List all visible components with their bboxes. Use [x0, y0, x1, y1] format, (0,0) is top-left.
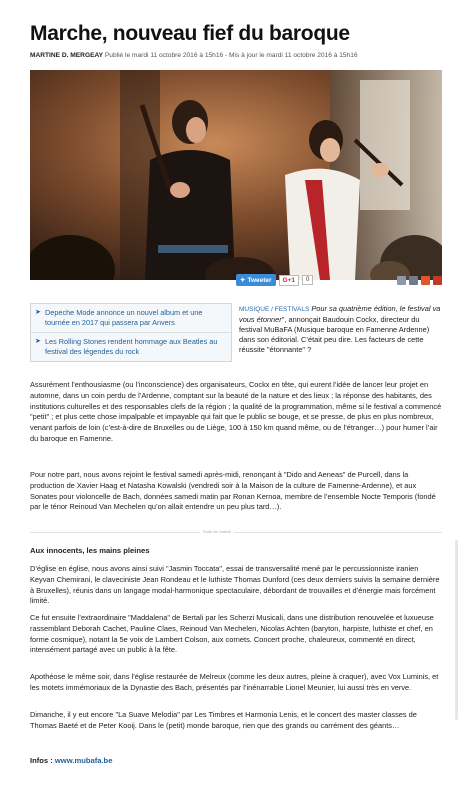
section-subheading: Aux innocents, les mains pleines: [30, 546, 150, 555]
body-paragraph: D’église en église, nous avons ainsi suivi "Jasmin Toccata", essai de transversalité mené par le percussionniste iranien Keyvan Chemirani, le claveciniste Jean Rondeau et le luthiste Thomas Dunford (ces deux derniers suivis la semaine dernière à Bruxelles), réunis dans un langage modal-harmonique spectaculaire, débordant de trouvailles et d’énergie mais forcément limité.: [30, 564, 440, 606]
arrow-right-icon: ➤: [35, 338, 41, 345]
email-icon[interactable]: [409, 276, 418, 285]
related-link-rolling-stones[interactable]: [31, 332, 231, 361]
article: [30, 0, 442, 765]
twitter-bird-icon: ✦: [240, 277, 246, 284]
publish-dates: Publié le mardi 11 octobre 2016 à 15h16 - Mis à jour le mardi 11 octobre 2016 à 15h16: [104, 52, 358, 59]
lead-rest: ", annonçait Baudouin Cockx, directeur du festival MuBaFA (Musique baroque en Famenne Ardenne) dans son éditorial. C’était peu dire. Les facteurs de cette réussite "étonnante" ?: [239, 315, 430, 354]
body-paragraph: Pour notre part, nous avons rejoint le festival samedi après-midi, renonçant à "Dido and Aeneas" de Purcell, dans la production de Xavier Haag et Natasha Kowalski (vendredi soir à la Maison de la culture de Famenne-Ardenne), et aux Sonates pour violoncelle de Bach, données samedi matin par Ronan Kernoa, membre de l’ensemble Nocte Temporis (fondé par le ténor Reinoud Van Mechelen qu’on allait entendre un peu plus tard…).: [30, 470, 436, 512]
print-icon[interactable]: [397, 276, 406, 285]
body-paragraph: Apothéose le même soir, dans l’église restaurée de Melreux (comme les deux autres, pleine à craquer), avec Vox Luminis, et les motets immémoriaux de la Dynastie des Bach, présentés par l’inénarrable Lionel Meunier, lui aussi très en verve.: [30, 672, 439, 692]
info-link[interactable]: www.mubafa.be: [54, 756, 113, 765]
lead-paragraph: [239, 304, 442, 355]
body-paragraph: Dimanche, il y eut encore "La Suave Melodia" par Les Timbres et Harmonia Lenis, et le concert des master classes de Thomas Baeté et de Peter Kooij. Dans le (petit) monde baroque, rien que des grands ou carrément des géants…: [30, 710, 417, 730]
tweet-button[interactable]: [236, 274, 276, 286]
info-label: Infos :: [30, 756, 55, 765]
related-link-label: Les Rolling Stones rendent hommage aux Beatles au festival des légendes du rock: [45, 337, 218, 356]
musicians-photo: [30, 70, 442, 280]
info-line: [30, 756, 112, 765]
article-photo: [30, 70, 442, 280]
add-icon[interactable]: [421, 276, 430, 285]
share-bar: [236, 273, 442, 287]
category-label[interactable]: MUSIQUE / FESTIVALS: [239, 306, 310, 313]
author-name[interactable]: MARTINE D. MERGEAY: [30, 52, 104, 59]
flag-icon[interactable]: [433, 276, 442, 285]
related-link-depeche-mode[interactable]: [31, 304, 231, 332]
arrow-right-icon: ➤: [35, 309, 41, 316]
related-links: [30, 303, 232, 362]
article-title: Marche, nouveau fief du baroque: [30, 22, 350, 45]
tweet-label: Tweeter: [247, 276, 272, 284]
body-paragraph: Ce fut ensuite l’extraordinaire "Maddalena" de Bertali par les Scherzi Musicali, dans une distribution renouvelée et luxueuse rassemblant Deborah Cachet, Pauline Claes, Reinoud Van Mechelen, Nicolas Achten (baryton, harpiste, luthiste et chef, en forme cosmique), notant la 5e voix de Lambert Colson, aux cornets. Concert proche, chaleureux, commenté en direct, intensément partagé avec un public à la fête.: [30, 613, 434, 655]
continue-label: Suite de l'article: [200, 529, 234, 534]
scrollbar[interactable]: [455, 540, 458, 720]
divider: [30, 532, 442, 533]
byline: [30, 52, 442, 59]
gplus-button[interactable]: G+1: [279, 275, 299, 286]
gplus-count: 0: [302, 275, 313, 285]
related-link-label: Depeche Mode annonce un nouvel album et une tournée en 2017 qui passera par Anvers: [45, 308, 203, 327]
lead-intro: Pour sa quatrième édition, le festival va vous étonner: [239, 304, 441, 324]
body-paragraph: Assurément l’enthousiasme (ou l’inconscience) des organisateurs, Cockx en tête, qui eurent l’idée de lancer leur projet en automne, dans un coin perdu de l’Ardenne, comptant sur la beauté de la nature et des lieux ; la réponse des habitants, des institutions culturelles et des responsables clefs de la région ; la qualité de la programmation, même si le festival a commencé "petit" ; et plus cette chose impalpable et impayable qui fait que le public se bouge, et se presse, de plus en plus nombreux, venant parfois de loin (c’est-à-dire de Bruxelles ou de Liège, 100 à 150 km quand même, ou de l’étranger…) pour humer l’air du baroque en Famenne.: [30, 380, 442, 443]
